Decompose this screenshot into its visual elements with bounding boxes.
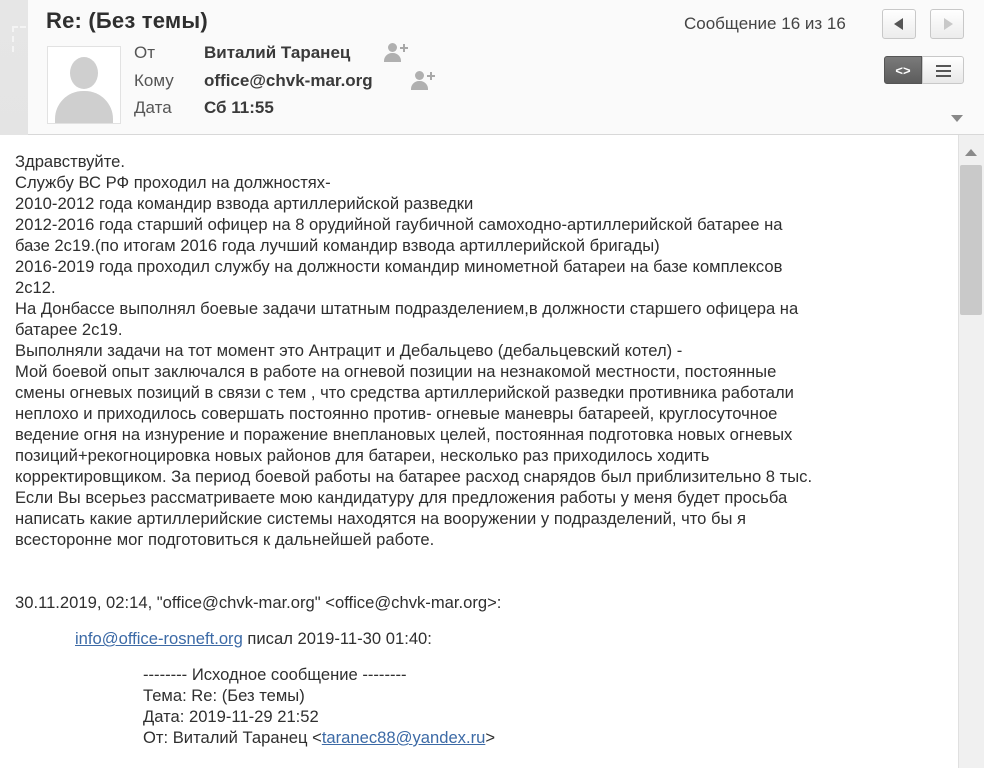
message-body bbox=[0, 135, 958, 768]
previous-message-button[interactable] bbox=[882, 9, 916, 39]
body-line: На Донбассе выполнял боевые задачи штатным подразделением,в должности старшего офицера на bbox=[15, 299, 799, 318]
original-date: Дата: 2019-11-29 21:52 bbox=[143, 707, 319, 726]
html-view-button[interactable]: <> bbox=[884, 56, 922, 84]
body-line: Выполняли задачи на тот момент это Антрацит и Дебальцево (дебальцевский котел) - bbox=[15, 341, 683, 360]
body-line: 2012-2016 года старший офицер на 8 орудийной гаубичной самоходно-артиллерийской батарее на bbox=[15, 215, 783, 234]
body-line: ведение огня на изнурение и поражение внеплановых целей, постоянная подготовка новых огневых bbox=[15, 425, 793, 444]
to-label: Кому bbox=[134, 71, 174, 90]
original-from: От: Виталий Таранец <taranec88@yandex.ru> bbox=[143, 728, 496, 747]
body-line: всесторонне мог подготовиться к дальнейшей работе. bbox=[15, 530, 435, 549]
next-message-button[interactable] bbox=[930, 9, 964, 39]
sender-avatar bbox=[47, 46, 121, 124]
from-value[interactable]: Виталий Таранец bbox=[204, 43, 351, 62]
body-lines bbox=[15, 151, 950, 550]
body-line: Службу ВС РФ проходил на должностях- bbox=[15, 173, 331, 192]
add-contact-icon[interactable] bbox=[411, 70, 437, 92]
original-separator: -------- Исходное сообщение -------- bbox=[143, 665, 407, 684]
body-line: Если Вы всерьез рассматриваете мою кандидатуру для предложения работы у меня будет просьба bbox=[15, 488, 788, 507]
original-subject: Тема: Re: (Без темы) bbox=[143, 686, 305, 705]
quote-level1: info@office-rosneft.org писал 2019-11-30 01:40: bbox=[75, 629, 432, 648]
body-line: корректировщиком. За период боевой работы на батарее расход снарядов был приблизительно 8 тыс. bbox=[15, 467, 813, 486]
message-counter: Сообщение 16 из 16 bbox=[684, 14, 846, 33]
body-line: батарее 2с19. bbox=[15, 320, 123, 339]
body-line: позиций+рекогноцировка новых районов для батареи, несколько раз приходилось ходить bbox=[15, 446, 710, 465]
plain-text-view-button[interactable] bbox=[922, 56, 964, 84]
body-line: базе 2с19.(по итогам 2016 года лучший командир взвода артиллерийской бригады) bbox=[15, 236, 660, 255]
vertical-scrollbar[interactable] bbox=[958, 135, 984, 768]
from-label: От bbox=[134, 43, 156, 62]
body-line: 2с12. bbox=[15, 278, 56, 297]
scroll-up-arrow-icon[interactable] bbox=[965, 149, 977, 156]
add-contact-icon[interactable] bbox=[384, 42, 410, 64]
avatar-placeholder-icon bbox=[70, 57, 98, 89]
body-line: неплохо и приходилось совершать постоянно против- огневые маневры батареей, круглосуточное bbox=[15, 404, 778, 423]
scroll-thumb[interactable] bbox=[960, 165, 982, 315]
body-line: Мой боевой опыт заключался в работе на огневой позиции на незнакомой местности, постоянные bbox=[15, 362, 777, 381]
body-line: Здравствуйте. bbox=[15, 152, 125, 171]
date-value: Сб 11:55 bbox=[204, 98, 274, 117]
body-line: смены огневых позиций в связи с тем , что средства артиллерийской разведки противника работали bbox=[15, 383, 794, 402]
quoted-sender-link[interactable]: info@office-rosneft.org bbox=[75, 629, 243, 648]
original-sender-link[interactable]: taranec88@yandex.ru bbox=[321, 728, 486, 747]
message-subject: Re: (Без темы) bbox=[46, 8, 208, 33]
body-line: написать какие артиллерийские системы находятся на вооружении у подразделений, что бы я bbox=[15, 509, 746, 528]
date-label: Дата bbox=[134, 98, 172, 117]
to-value[interactable]: office@chvk-mar.org bbox=[204, 71, 373, 90]
message-text bbox=[15, 151, 950, 748]
expand-header-icon[interactable] bbox=[951, 115, 963, 122]
body-line: 2016-2019 года проходил службу на должности командир минометной батареи на базе комплексов bbox=[15, 257, 783, 276]
quote-header: 30.11.2019, 02:14, "office@chvk-mar.org" <office@chvk-mar.org>: bbox=[15, 593, 502, 612]
arrow-right-icon bbox=[944, 18, 953, 30]
body-line: 2010-2012 года командир взвода артиллерийской разведки bbox=[15, 194, 474, 213]
arrow-left-icon bbox=[894, 18, 903, 30]
